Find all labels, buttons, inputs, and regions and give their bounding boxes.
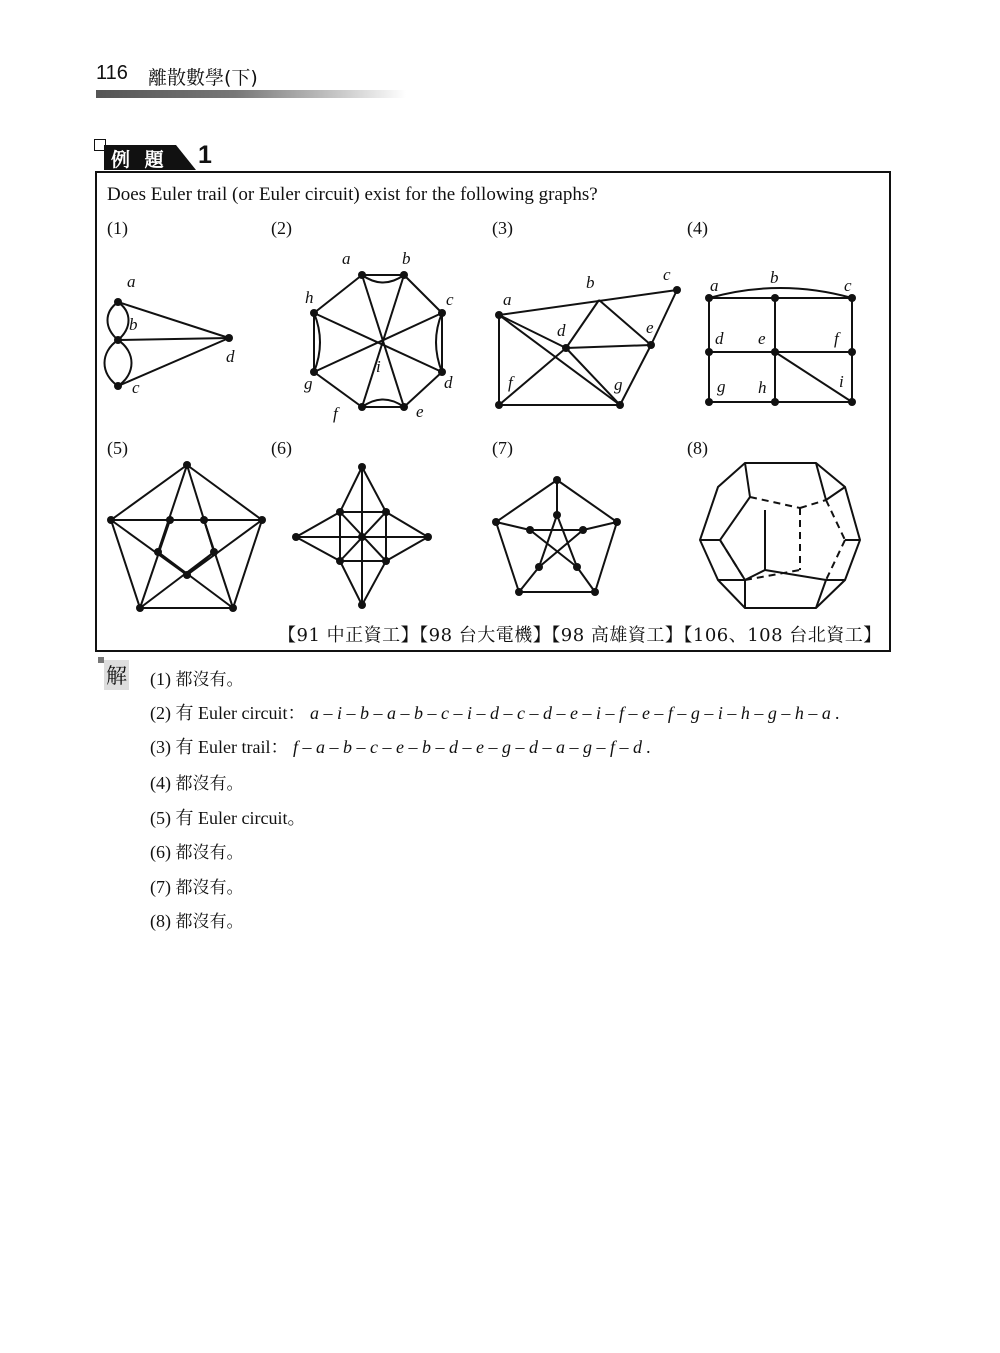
example-label: 例 題 xyxy=(111,149,168,171)
answer-4 xyxy=(150,769,244,794)
question-text: Does Euler trail (or Euler circuit) exist for the following graphs? xyxy=(107,184,598,205)
answer-text: 有 Euler circuit： xyxy=(175,703,306,723)
svg-text:c: c xyxy=(446,290,454,309)
answer-number: (5) xyxy=(150,808,171,828)
answer-text: 都沒有。 xyxy=(175,843,244,863)
answer-7 xyxy=(150,873,244,898)
answer-6 xyxy=(150,838,244,863)
answer-number: (6) xyxy=(150,842,171,862)
graph-label-7: (7) xyxy=(492,438,513,458)
svg-text:g: g xyxy=(717,377,726,396)
answer-1 xyxy=(150,665,244,690)
svg-text:e: e xyxy=(416,402,424,421)
svg-text:h: h xyxy=(758,378,767,397)
answer-text: 都沒有。 xyxy=(175,670,244,690)
graph-label-1: (1) xyxy=(107,218,128,238)
svg-text:d: d xyxy=(226,347,235,366)
answer-text: 都沒有。 xyxy=(175,912,244,932)
svg-text:h: h xyxy=(305,288,314,307)
graph-label-8: (8) xyxy=(687,438,708,458)
graph-vertices xyxy=(107,271,856,612)
svg-text:a: a xyxy=(127,272,136,291)
answer-5 xyxy=(150,804,305,830)
answer-math: a – i – b – a – b – c – i – d – c – d – e – i – f – e – f – g – i – h – g – h – a . xyxy=(309,703,840,723)
answer-3 xyxy=(150,733,651,759)
graph-2 xyxy=(314,275,442,407)
graph-label-5: (5) xyxy=(107,438,128,458)
svg-text:i: i xyxy=(839,372,844,391)
svg-text:b: b xyxy=(586,273,595,292)
book-title: 離散數學(下) xyxy=(148,67,258,89)
graph-8 xyxy=(700,463,860,608)
svg-text:f: f xyxy=(508,373,513,392)
svg-text:g: g xyxy=(304,374,313,393)
answer-number: (3) xyxy=(150,737,171,757)
exam-sources: 【91 中正資工】【98 台大電機】【98 高雄資工】【106、108 台北資工】 xyxy=(278,625,882,646)
svg-text:e: e xyxy=(646,318,654,337)
answer-number: (7) xyxy=(150,877,171,897)
graph-4 xyxy=(709,288,852,402)
graph-label-3: (3) xyxy=(492,218,513,238)
page-number: 116 xyxy=(96,62,128,84)
svg-text:i: i xyxy=(376,357,381,376)
graph-5 xyxy=(111,465,262,608)
svg-text:a: a xyxy=(342,249,351,268)
svg-text:c: c xyxy=(663,265,671,284)
answer-number: (8) xyxy=(150,911,171,931)
svg-text:d: d xyxy=(715,329,724,348)
example-number: 1 xyxy=(198,141,212,169)
svg-text:f: f xyxy=(834,329,839,348)
svg-text:b: b xyxy=(770,268,779,287)
answer-8 xyxy=(150,907,244,932)
svg-text:d: d xyxy=(557,321,566,340)
svg-text:c: c xyxy=(132,378,140,397)
svg-text:a: a xyxy=(710,276,719,295)
answer-number: (4) xyxy=(150,773,171,793)
svg-text:a: a xyxy=(503,290,512,309)
graph-label-2: (2) xyxy=(271,218,292,238)
svg-text:b: b xyxy=(129,315,138,334)
graph-label-4: (4) xyxy=(687,218,708,238)
answer-math: f – a – b – c – e – b – d – e – g – d – a – g – f – d . xyxy=(292,737,651,757)
graph-label-6: (6) xyxy=(271,438,292,458)
svg-text:c: c xyxy=(844,276,852,295)
svg-text:e: e xyxy=(758,329,766,348)
answer-text: 都沒有。 xyxy=(175,774,244,794)
svg-text:b: b xyxy=(402,249,411,268)
svg-text:f: f xyxy=(333,404,338,423)
answer-number: (2) xyxy=(150,703,171,723)
answer-text: 有 Euler circuit。 xyxy=(175,808,306,828)
answer-text: 都沒有。 xyxy=(175,878,244,898)
answer-text: 有 Euler trail： xyxy=(175,737,289,757)
graph-7 xyxy=(496,480,617,592)
answer-2 xyxy=(150,699,840,725)
svg-text:g: g xyxy=(614,375,623,394)
svg-text:d: d xyxy=(444,373,453,392)
answer-number: (1) xyxy=(150,669,171,689)
solution-label: 解 xyxy=(104,660,129,690)
graph-1 xyxy=(105,302,230,386)
